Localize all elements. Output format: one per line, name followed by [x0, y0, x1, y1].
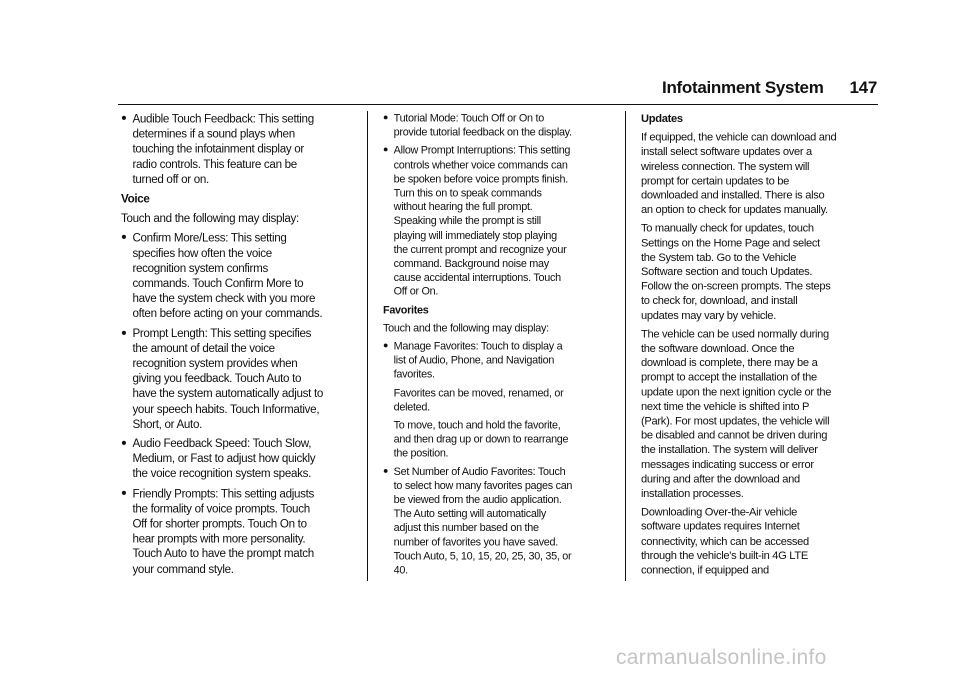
watermark: carmanualsonline.info	[616, 646, 827, 669]
list-item	[383, 339, 573, 381]
list-item-text: Manage Favorites: Touch to display a list of Audio, Phone, and Navigation favorites.	[393, 339, 563, 381]
sub-paragraph: To move, touch and hold the favorite, and then drag up or down to rearrange the position.	[393, 418, 569, 460]
paragraph: Downloading Over-the-Air vehicle software updates requires Internet connectivity, which can be accessed through the vehicle's built-in 4G LTE connection, if equipped and	[641, 505, 809, 577]
column-divider	[367, 111, 368, 581]
list-item-text: Prompt Length: This setting specifies the amount of detail the voice recognition system provides when giving you feedback. Touch Auto to have the system automatically adjust to your speech habits. Touch Informative, Short, or Auto.	[132, 326, 324, 431]
list-item	[383, 111, 573, 139]
section-heading: Voice	[121, 191, 150, 206]
column-middle	[383, 111, 573, 581]
column-left	[121, 111, 325, 581]
list-item-text: Tutorial Mode: Touch Off or On to provide tutorial feedback on the display.	[393, 111, 572, 139]
bullet-icon: ●	[383, 340, 389, 351]
bullet-icon: ●	[121, 437, 127, 449]
list-item	[121, 325, 325, 431]
list-item	[383, 143, 573, 298]
list-item-text: Audible Touch Feedback: This setting determines if a sound plays when touching the infotainment display or radio controls. This feature can be turned off or on.	[132, 111, 314, 186]
list-item	[121, 486, 325, 577]
list-item-text: Friendly Prompts: This setting adjusts the formality of voice prompts. Touch Off for shorter prompts. Touch On to hear prompts with more personality. Touch Auto to have the prompt match your command style.	[132, 486, 315, 576]
paragraph: Touch and the following may display:	[383, 321, 549, 334]
page-number: 147	[849, 78, 877, 97]
list-item	[121, 111, 325, 187]
bullet-icon: ●	[121, 327, 127, 338]
bullet-icon: ●	[383, 465, 389, 476]
section-heading: Favorites	[383, 303, 429, 316]
section-heading: Updates	[641, 111, 683, 125]
section-title: Infotainment System	[662, 78, 824, 97]
header-rule	[118, 104, 878, 105]
list-item-text: Set Number of Audio Favorites: Touch to select how many favorites pages can be viewed from the audio application. The Auto setting will automatically adjust this number based on the number of favorites you have saved. Touch Auto, 5, 10, 15, 20, 25, 30, 35, or 40.	[393, 465, 573, 577]
bullet-icon: ●	[121, 112, 127, 124]
bullet-icon: ●	[121, 231, 127, 243]
list-item-text: Allow Prompt Interruptions: This setting controls whether voice commands can be spoken before voice prompts finish. Turn this on to speak commands without hearing the full prompt. Speaking while the prompt is still playing will immediately stop playing the current prompt and recognize your command. Background noise may cause accidental interruptions. Touch Off or On.	[393, 144, 571, 298]
paragraph: The vehicle can be used normally during the software download. Once the download is complete, there may be a prompt to accept the installation of the update upon the next ignition cycle or the next time the vehicle is shifted into P (Park). For most updates, the vehicle will be disabled and cannot be driven during the installation. The system will deliver messages indicating success or error during and after the download and installation processes.	[641, 327, 832, 500]
column-right	[641, 111, 836, 581]
list-item	[383, 464, 573, 577]
list-item	[121, 230, 325, 321]
column-divider	[625, 111, 626, 581]
paragraph: To manually check for updates, touch Settings on the Home Page and select the System tab. Go to the Vehicle Software section and touch Updates. Follow the on-screen prompts. The steps to check for, download, and install updates may vary by vehicle.	[641, 221, 831, 322]
list-item	[121, 436, 325, 481]
bullet-icon: ●	[121, 487, 127, 498]
paragraph: If equipped, the vehicle can download and install select software updates over a wireless connection. The system will prompt for certain updates to be downloaded and installed. There is also an option to check for updates manually.	[641, 130, 837, 216]
sub-paragraph: Favorites can be moved, renamed, or deleted.	[393, 386, 564, 413]
list-item-text: Confirm More/Less: This setting specifies how often the voice recognition system confirms commands. Touch Confirm More to have the system check with you more often before acting on your commands.	[132, 231, 323, 320]
paragraph: Touch and the following may display:	[121, 211, 299, 225]
list-item-text: Audio Feedback Speed: Touch Slow, Medium, or Fast to adjust how quickly the voice recognition system speaks.	[132, 436, 316, 481]
bullet-icon: ●	[383, 144, 389, 155]
page-header	[620, 78, 877, 98]
bullet-icon: ●	[383, 112, 389, 123]
